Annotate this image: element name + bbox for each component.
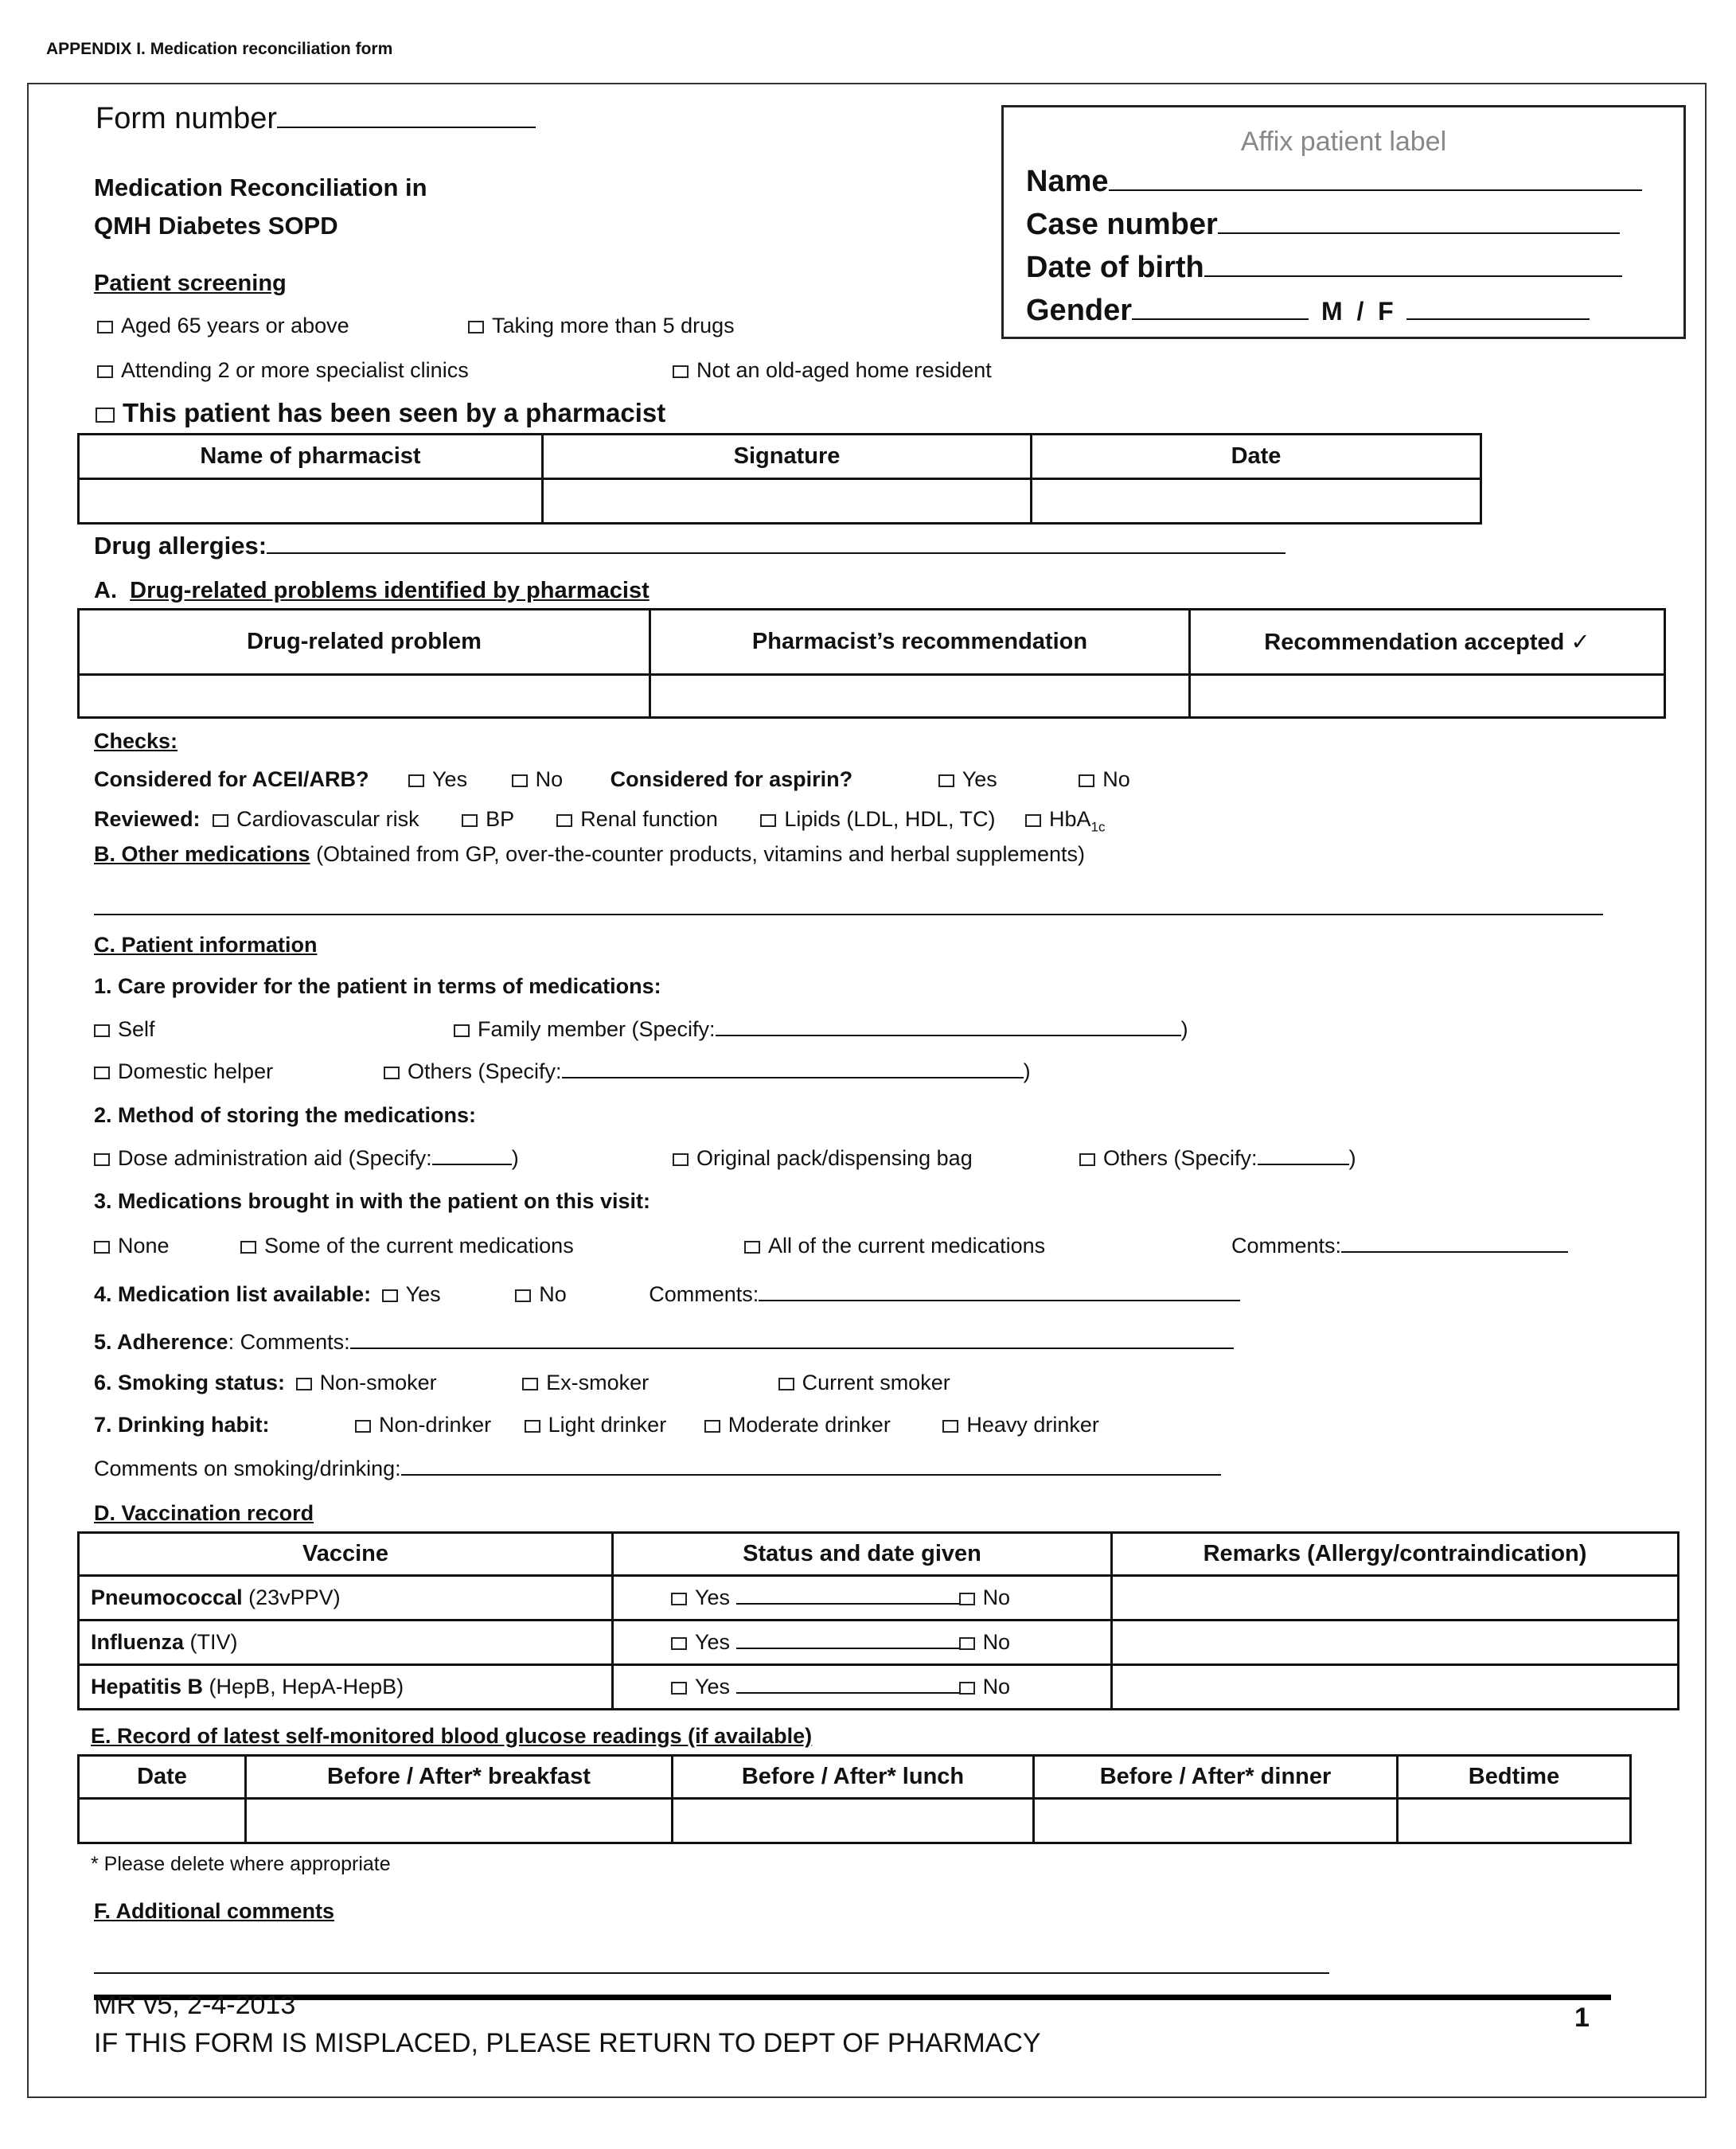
gender-field[interactable] — [1132, 318, 1309, 320]
checkbox[interactable] — [942, 1420, 958, 1433]
case-number-row — [1026, 208, 1620, 242]
screen-aged-label: Aged 65 years or above — [121, 314, 349, 337]
dob-row — [1026, 251, 1622, 285]
lipids-label: Lipids (LDL, HDL, TC) — [784, 807, 996, 831]
checkbox[interactable] — [704, 1420, 720, 1433]
none-label: None — [118, 1234, 170, 1258]
store-dose-aid[interactable] — [94, 1146, 519, 1171]
q5-comments-label: : Comments: — [228, 1330, 350, 1354]
lunch-cell[interactable] — [673, 1799, 1034, 1843]
bp-label: BP — [486, 807, 514, 831]
footer-version: MR v5, 2-4-2013 — [94, 1990, 296, 2020]
checkbox[interactable] — [94, 1153, 110, 1166]
checkbox[interactable] — [512, 774, 528, 787]
list-yes-label: Yes — [405, 1282, 441, 1306]
hba-label: HbA — [1048, 807, 1091, 831]
dinner-cell[interactable] — [1034, 1799, 1398, 1843]
checkbox-yes[interactable] — [671, 1593, 687, 1605]
accepted-cell[interactable] — [1190, 675, 1665, 718]
page-number: 1 — [1574, 2003, 1590, 2033]
reviewed-bp[interactable] — [462, 807, 514, 831]
reviewed-renal[interactable] — [556, 807, 718, 831]
checkbox[interactable] — [515, 1289, 531, 1302]
case-number-label: Case number — [1026, 208, 1218, 241]
gender-row — [1026, 294, 1590, 328]
checkbox[interactable] — [97, 365, 113, 378]
vaccine-name: Hepatitis B — [91, 1675, 204, 1699]
reviewed-row — [94, 807, 1105, 835]
bedtime-header: Bedtime — [1398, 1756, 1631, 1799]
acei-yes-label: Yes — [432, 767, 468, 791]
smoke-non[interactable] — [296, 1371, 437, 1394]
checkbox-yes[interactable] — [671, 1682, 687, 1695]
section-a-heading — [94, 578, 650, 604]
checkbox[interactable] — [522, 1378, 538, 1390]
close-paren: ) — [511, 1146, 519, 1170]
screen-drugs-label: Taking more than 5 drugs — [492, 314, 735, 337]
section-b-note: (Obtained from GP, over-the-counter products, vitamins and herbal supplements) — [310, 842, 1086, 866]
checkbox[interactable] — [296, 1378, 312, 1390]
original-label: Original pack/dispensing bag — [696, 1146, 973, 1170]
checkbox[interactable] — [94, 1067, 110, 1079]
name-label: Name — [1026, 165, 1109, 198]
checkbox[interactable] — [673, 1153, 689, 1166]
non-smoker-label: Non-smoker — [319, 1371, 437, 1394]
date-given-field[interactable] — [736, 1603, 959, 1605]
checkbox[interactable] — [240, 1241, 256, 1254]
accepted-header: Recommendation accepted ✓ — [1190, 610, 1665, 675]
date-given-field[interactable] — [736, 1692, 959, 1694]
q3-label: 3. Medications brought in with the patient on this visit: — [94, 1189, 651, 1213]
section-c-heading: C. Patient information — [94, 933, 318, 957]
checkbox-yes[interactable] — [671, 1637, 687, 1650]
screen-seen[interactable] — [96, 398, 665, 428]
brought-some[interactable] — [240, 1234, 574, 1258]
q4-label: 4. Medication list available: — [94, 1282, 372, 1306]
date-given-field[interactable] — [736, 1648, 959, 1649]
checkbox[interactable] — [355, 1420, 371, 1433]
vaccine-detail: (TIV) — [184, 1630, 238, 1654]
reviewed-hba[interactable] — [1025, 807, 1106, 835]
q2-label: 2. Method of storing the medications: — [94, 1103, 477, 1127]
dob-field[interactable] — [1204, 275, 1622, 277]
section-a-prefix: A. — [94, 578, 117, 603]
smoke-drink-comments-field[interactable] — [401, 1474, 1221, 1476]
checkbox-no[interactable] — [959, 1637, 975, 1650]
yes-label: Yes — [695, 1585, 731, 1609]
drug-allergies-label: Drug allergies: — [94, 532, 267, 560]
acei-no-label: No — [535, 767, 564, 791]
remarks-header: Remarks (Allergy/contraindication) — [1112, 1533, 1679, 1576]
vaccine-remarks-cell[interactable] — [1112, 1576, 1679, 1621]
checkbox[interactable] — [1025, 814, 1041, 827]
form-number-row — [96, 102, 536, 136]
form-number-label: Form number — [96, 102, 278, 135]
pharmacist-table — [77, 433, 1482, 525]
additional-comments-field[interactable] — [94, 1972, 1329, 1974]
glucose-date-cell[interactable] — [79, 1799, 246, 1843]
screen-aged[interactable] — [97, 314, 349, 338]
checkbox[interactable] — [525, 1420, 540, 1433]
drink-non[interactable] — [355, 1413, 491, 1437]
signature-cell[interactable] — [543, 479, 1032, 524]
care-others-label: Others (Specify: — [408, 1059, 562, 1083]
heavy-drinker-label: Heavy drinker — [966, 1413, 1099, 1437]
care-domestic-label: Domestic helper — [118, 1059, 274, 1083]
checkbox[interactable] — [673, 365, 689, 378]
aspirin-yes[interactable] — [938, 767, 997, 791]
ex-smoker-label: Ex-smoker — [546, 1371, 650, 1394]
checkbox-no[interactable] — [959, 1682, 975, 1695]
checkbox[interactable] — [1079, 774, 1094, 787]
checkbox[interactable] — [938, 774, 954, 787]
vaccine-header: Vaccine — [79, 1533, 613, 1576]
vaccine-status-cell — [613, 1621, 1112, 1665]
non-drinker-label: Non-drinker — [379, 1413, 492, 1437]
checkbox[interactable] — [468, 321, 484, 333]
section-f-heading: F. Additional comments — [94, 1899, 335, 1923]
vaccine-status-cell — [613, 1576, 1112, 1621]
brought-comments — [1231, 1234, 1568, 1258]
footer-return-note: IF THIS FORM IS MISPLACED, PLEASE RETURN TO DEPT OF PHARMACY — [94, 2028, 1041, 2058]
dose-aid-label: Dose administration aid (Specify: — [118, 1146, 432, 1170]
cardio-label: Cardiovascular risk — [236, 807, 419, 831]
date-header: Date — [1032, 435, 1481, 479]
no-label: No — [982, 1585, 1011, 1609]
section-b-heading — [94, 842, 1085, 867]
smoke-drink-comments-row — [94, 1457, 1221, 1481]
checkbox[interactable] — [744, 1241, 760, 1254]
checkbox[interactable] — [760, 814, 776, 827]
case-number-field[interactable] — [1218, 232, 1620, 234]
q5-label: 5. Adherence — [94, 1330, 228, 1354]
dinner-header: Before / After* dinner — [1034, 1756, 1398, 1799]
vaccine-remarks-cell[interactable] — [1112, 1665, 1679, 1710]
q4-row — [94, 1282, 1240, 1307]
drug-problems-table — [77, 608, 1666, 719]
store-others-label: Others (Specify: — [1103, 1146, 1258, 1170]
aspirin-yes-label: Yes — [962, 767, 997, 791]
drug-allergies-field[interactable] — [267, 552, 1285, 554]
gender-extra-field[interactable] — [1406, 318, 1590, 320]
list-no-label: No — [539, 1282, 567, 1306]
hba-subscript: 1c — [1090, 819, 1106, 835]
section-d-heading: D. Vaccination record — [94, 1501, 314, 1525]
care-family-label: Family member (Specify: — [478, 1017, 716, 1041]
reviewed-lipids[interactable] — [760, 807, 995, 831]
care-self-label: Self — [118, 1017, 155, 1041]
drink-heavy[interactable] — [942, 1413, 1099, 1437]
screen-drugs[interactable] — [468, 314, 735, 338]
q7-label: 7. Drinking habit: — [94, 1413, 270, 1437]
q1-label: 1. Care provider for the patient in terms of medications: — [94, 974, 661, 998]
drug-allergies-row — [94, 532, 1285, 560]
bedtime-cell[interactable] — [1398, 1799, 1631, 1843]
yes-label: Yes — [695, 1675, 731, 1699]
reviewed-label: Reviewed: — [94, 807, 201, 831]
comments-label: Comments: — [1231, 1234, 1342, 1258]
date-cell[interactable] — [1032, 479, 1481, 524]
care-domestic[interactable] — [94, 1059, 273, 1084]
drink-light[interactable] — [525, 1413, 667, 1437]
gender-label: Gender — [1026, 294, 1133, 327]
checkbox[interactable] — [778, 1378, 794, 1390]
checkbox[interactable] — [1079, 1153, 1095, 1166]
other-medications-field[interactable] — [94, 914, 1603, 915]
breakfast-header: Before / After* breakfast — [246, 1756, 673, 1799]
vaccine-row — [79, 1621, 1679, 1665]
screen-seen-label: This patient has been seen by a pharmacist — [123, 398, 666, 427]
form-title-line2: QMH Diabetes SOPD — [94, 212, 338, 240]
renal-label: Renal function — [580, 807, 718, 831]
vaccine-detail: (HepB, HepA-HepB) — [203, 1675, 404, 1699]
section-e-heading: E. Record of latest self-monitored blood glucose readings (if available) — [91, 1724, 813, 1748]
adherence-field[interactable] — [350, 1348, 1234, 1349]
aspirin-no-label: No — [1102, 767, 1130, 791]
smoke-drink-comments-label: Comments on smoking/drinking: — [94, 1457, 401, 1480]
vaccine-remarks-cell[interactable] — [1112, 1621, 1679, 1665]
problem-header: Drug-related problem — [79, 610, 650, 675]
checkbox[interactable] — [97, 321, 113, 333]
gender-options[interactable]: M / F — [1321, 297, 1394, 326]
screen-specialist-label: Attending 2 or more specialist clinics — [121, 358, 469, 382]
acei-yes[interactable] — [408, 767, 467, 791]
q7-row — [94, 1413, 1099, 1437]
q5-row — [94, 1330, 1234, 1355]
acei-no[interactable] — [512, 767, 564, 791]
glucose-footnote: * Please delete where appropriate — [91, 1853, 391, 1875]
checkbox[interactable] — [94, 1241, 110, 1254]
dose-aid-field[interactable] — [432, 1164, 512, 1165]
checkbox[interactable] — [408, 774, 424, 787]
some-label: Some of the current medications — [264, 1234, 574, 1258]
vaccine-detail: (23vPPV) — [242, 1585, 341, 1609]
form-number-field[interactable] — [277, 127, 536, 128]
affix-label-text: Affix patient label — [1240, 127, 1447, 157]
patient-screening-heading: Patient screening — [94, 271, 287, 296]
section-a-title: Drug-related problems identified by pharmacist — [130, 578, 650, 603]
screen-specialist[interactable] — [97, 358, 469, 383]
store-others[interactable] — [1079, 1146, 1356, 1171]
q4-comments-field[interactable] — [759, 1300, 1240, 1301]
lunch-header: Before / After* lunch — [673, 1756, 1034, 1799]
screen-not-home-label: Not an old-aged home resident — [696, 358, 992, 382]
current-smoker-label: Current smoker — [802, 1371, 950, 1394]
recommendation-cell[interactable] — [650, 675, 1190, 718]
all-label: All of the current medications — [768, 1234, 1046, 1258]
name-field[interactable] — [1109, 189, 1642, 191]
care-self[interactable] — [94, 1017, 155, 1042]
vaccine-name-cell — [79, 1621, 613, 1665]
brought-none[interactable] — [94, 1234, 170, 1258]
status-header: Status and date given — [613, 1533, 1112, 1576]
glucose-table — [77, 1754, 1632, 1844]
vaccine-name: Pneumococcal — [91, 1585, 243, 1609]
list-no[interactable] — [515, 1282, 567, 1306]
yes-label: Yes — [695, 1630, 731, 1654]
care-others-field[interactable] — [562, 1077, 1024, 1078]
screen-not-home[interactable] — [673, 358, 992, 383]
checkbox[interactable] — [462, 814, 478, 827]
q4-comments-label: Comments: — [649, 1282, 759, 1306]
care-others[interactable] — [384, 1059, 1031, 1084]
vaccine-name-cell — [79, 1665, 613, 1710]
checkbox[interactable] — [213, 814, 228, 827]
no-label: No — [982, 1675, 1011, 1699]
checkbox[interactable] — [94, 1024, 110, 1037]
acei-question: Considered for ACEI/ARB? — [94, 767, 369, 791]
acei-row — [94, 767, 1130, 792]
light-drinker-label: Light drinker — [548, 1413, 667, 1437]
smoke-current[interactable] — [778, 1371, 950, 1394]
pharmacist-name-cell[interactable] — [79, 479, 543, 524]
aspirin-no[interactable] — [1079, 767, 1130, 791]
list-yes[interactable] — [382, 1282, 441, 1306]
glucose-date-header: Date — [79, 1756, 246, 1799]
care-family[interactable] — [454, 1017, 1188, 1042]
checkbox[interactable] — [384, 1067, 400, 1079]
family-specify-field[interactable] — [716, 1035, 1181, 1036]
section-b-title: B. Other medications — [94, 842, 310, 866]
form-title-line1: Medication Reconciliation in — [94, 174, 427, 201]
footer-rule — [94, 1995, 1611, 2000]
checkbox[interactable] — [382, 1289, 398, 1302]
no-label: No — [982, 1630, 1011, 1654]
vaccine-status-cell — [613, 1665, 1112, 1710]
vaccine-row — [79, 1665, 1679, 1710]
checkbox[interactable] — [454, 1024, 470, 1037]
store-original[interactable] — [673, 1146, 973, 1171]
aspirin-question: Considered for aspirin? — [610, 767, 853, 791]
vaccine-name-cell — [79, 1576, 613, 1621]
dob-label: Date of birth — [1026, 251, 1204, 284]
drink-moderate[interactable] — [704, 1413, 891, 1437]
vaccination-table — [77, 1531, 1679, 1710]
q6-label: 6. Smoking status: — [94, 1371, 286, 1394]
checks-heading: Checks: — [94, 729, 178, 753]
moderate-drinker-label: Moderate drinker — [728, 1413, 891, 1437]
store-others-field[interactable] — [1258, 1164, 1349, 1165]
checkbox[interactable] — [556, 814, 572, 827]
vaccine-row — [79, 1576, 1679, 1621]
patient-label-box — [1001, 105, 1686, 339]
smoke-ex[interactable] — [522, 1371, 649, 1394]
checkbox[interactable] — [96, 408, 115, 423]
pharmacist-header: Name of pharmacist — [79, 435, 543, 479]
recommendation-header: Pharmacist’s recommendation — [650, 610, 1190, 675]
breakfast-cell[interactable] — [246, 1799, 673, 1843]
close-paren: ) — [1023, 1059, 1031, 1083]
close-paren: ) — [1348, 1146, 1356, 1170]
brought-comments-field[interactable] — [1341, 1251, 1568, 1253]
brought-all[interactable] — [744, 1234, 1045, 1258]
vaccine-name: Influenza — [91, 1630, 185, 1654]
figure-caption: APPENDIX I. Medication reconciliation form — [46, 40, 393, 58]
q6-row — [94, 1371, 950, 1395]
reviewed-cardio[interactable] — [213, 807, 419, 831]
problem-cell[interactable] — [79, 675, 650, 718]
signature-header: Signature — [543, 435, 1032, 479]
close-paren: ) — [1180, 1017, 1188, 1041]
name-row — [1026, 165, 1642, 199]
checkbox-no[interactable] — [959, 1593, 975, 1605]
